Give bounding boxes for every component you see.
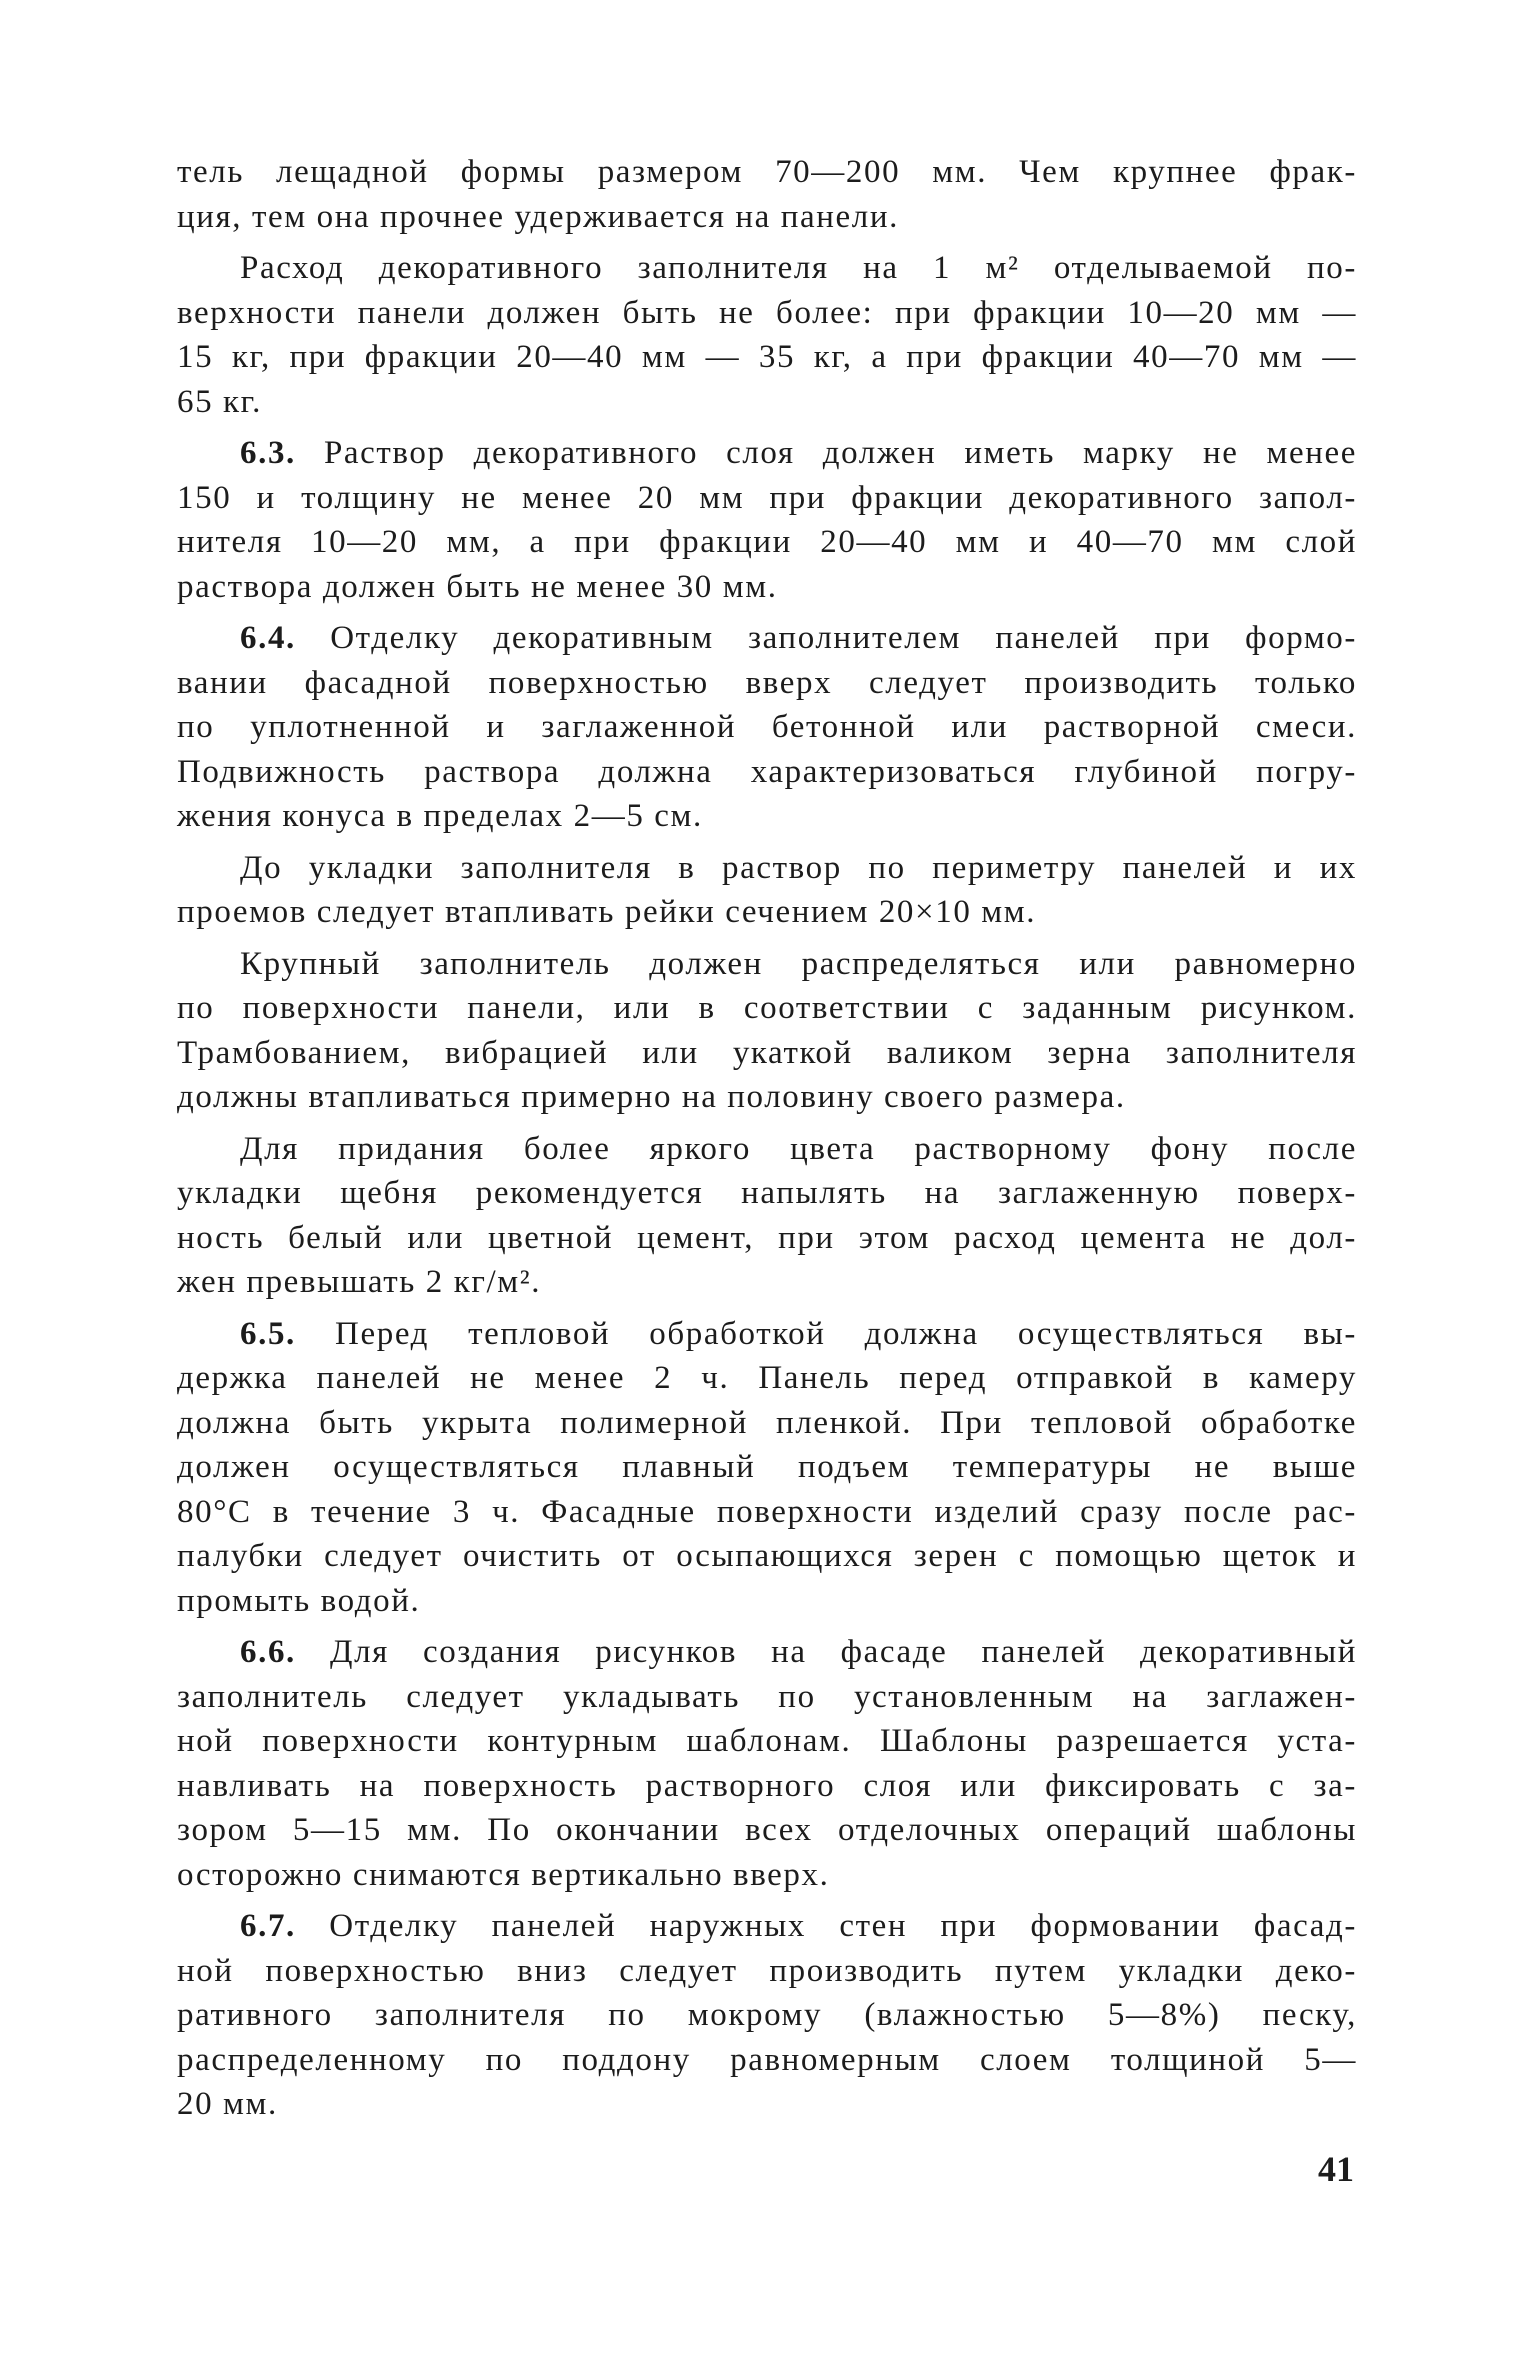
text-line <box>177 890 1357 935</box>
text-line <box>177 1853 1357 1898</box>
line-text: 80°С в течение 3 ч. Фасадные поверхности изделий сразу после рас- <box>177 1493 1357 1530</box>
text-line <box>177 1764 1357 1809</box>
line-text: должны втапливаться примерно на половину своего размера. <box>177 1079 1126 1115</box>
text-line <box>177 476 1357 521</box>
section-number: 6.5. <box>240 1315 296 1352</box>
text-line <box>177 2082 1357 2127</box>
page-number: 41 <box>1318 2149 1354 2189</box>
line-text: Для создания рисунков на фасаде панелей декоративный <box>329 1634 1358 1670</box>
section-number: 6.3. <box>240 435 296 471</box>
text-line <box>177 750 1357 795</box>
paragraph <box>177 150 1357 239</box>
line-text: должен осуществляться плавный подъем температуры не выше <box>177 1449 1357 1485</box>
line-text: Раствор декоративного слоя должен иметь марку не менее <box>323 435 1357 471</box>
line-text: Подвижность раствора должна характеризоваться глубиной погру- <box>177 753 1357 790</box>
line-text: палубки следует очистить от осыпающихся зерен с помощью щеток и <box>177 1538 1357 1574</box>
line-text: 15 кг, при фракции 20—40 мм — 35 кг, а при фракции 40—70 мм — <box>177 339 1357 375</box>
section-number: 6.4. <box>240 620 296 656</box>
line-text: 20 мм. <box>177 2086 278 2122</box>
text-line <box>177 1630 1357 1675</box>
line-text: Перед тепловой обработкой должна осуществляться вы- <box>335 1315 1357 1352</box>
line-text: по уплотненной и заглаженной бетонной или растворной смеси. <box>177 709 1357 745</box>
line-text: Расход декоративного заполнителя на 1 м² отделываемой по- <box>240 250 1357 286</box>
text-line <box>177 1356 1357 1401</box>
line-text: ность белый или цветной цемент, при этом расход цемента не дол- <box>177 1219 1357 1256</box>
line-text: по поверхности панели, или в соответствии с заданным рисунком. <box>177 990 1357 1026</box>
line-text: ция, тем она прочнее удерживается на панели. <box>177 198 899 235</box>
text-line <box>177 794 1357 839</box>
text-line <box>177 846 1357 891</box>
line-text: Отделку панелей наружных стен при формовании фасад- <box>329 1908 1357 1944</box>
text-line <box>177 1993 1357 2038</box>
text-line <box>177 1808 1357 1853</box>
text-line <box>177 195 1357 240</box>
text-line <box>177 1579 1357 1624</box>
text-line <box>177 380 1357 425</box>
line-text: раствора должен быть не менее 30 мм. <box>177 568 778 605</box>
text-line <box>177 1171 1357 1216</box>
text-line <box>177 335 1357 380</box>
paragraph <box>177 942 1357 1120</box>
line-text: верхности панели должен быть не более: при фракции 10—20 мм — <box>177 294 1357 331</box>
line-text: 65 кг. <box>177 383 262 420</box>
line-text: вании фасадной поверхностью вверх следует производить только <box>177 664 1357 701</box>
line-text: держка панелей не менее 2 ч. Панель перед отправкой в камеру <box>177 1360 1357 1396</box>
section-6-6 <box>177 1630 1357 1897</box>
text-line <box>177 520 1357 565</box>
line-text: распределенному по поддону равномерным слоем толщиной 5— <box>177 2041 1357 2078</box>
text-line <box>177 1904 1357 1949</box>
text-line <box>177 1949 1357 1994</box>
paragraph <box>177 1127 1357 1305</box>
text-line <box>177 1675 1357 1720</box>
text-line <box>177 1260 1357 1305</box>
text-line <box>177 986 1357 1031</box>
text-line <box>177 1534 1357 1579</box>
line-text: жен превышать 2 кг/м². <box>177 1264 542 1300</box>
text-line <box>177 1031 1357 1076</box>
line-text: Отделку декоративным заполнителем панелей при формо- <box>330 620 1357 656</box>
line-text: проемов следует втапливать рейки сечением 20×10 мм. <box>177 894 1037 930</box>
section-number: 6.7. <box>240 1908 296 1944</box>
text-line <box>177 1216 1357 1261</box>
text-line <box>177 1075 1357 1120</box>
line-text: Трамбованием, вибрацией или укаткой валиком зерна заполнителя <box>177 1034 1357 1071</box>
text-line <box>177 291 1357 336</box>
paragraph <box>177 846 1357 935</box>
document-body <box>177 150 1357 2134</box>
paragraph <box>177 246 1357 424</box>
section-6-7 <box>177 1904 1357 2127</box>
line-text: До укладки заполнителя в раствор по периметру панелей и их <box>240 849 1357 886</box>
section-6-4 <box>177 616 1357 839</box>
text-line <box>177 705 1357 750</box>
text-line <box>177 150 1357 195</box>
line-text: ной поверхностью вниз следует производить путем укладки деко- <box>177 1952 1357 1989</box>
text-line <box>177 246 1357 291</box>
text-line <box>177 1445 1357 1490</box>
section-6-5 <box>177 1312 1357 1624</box>
text-line <box>177 661 1357 706</box>
text-line <box>177 1401 1357 1446</box>
text-line <box>177 431 1357 476</box>
line-text: заполнитель следует укладывать по установленным на заглажен- <box>177 1678 1357 1715</box>
section-6-3 <box>177 431 1357 609</box>
line-text: осторожно снимаются вертикально вверх. <box>177 1856 830 1893</box>
text-line <box>177 1490 1357 1535</box>
line-text: Крупный заполнитель должен распределяться или равномерно <box>240 945 1357 982</box>
line-text: ративного заполнителя по мокрому (влажностью 5—8%) песку, <box>177 1997 1357 2033</box>
line-text: 150 и толщину не менее 20 мм при фракции декоративного запол- <box>177 479 1357 516</box>
line-text: тель лещадной формы размером 70—200 мм. Чем крупнее фрак- <box>177 154 1357 190</box>
line-text: жения конуса в пределах 2—5 см. <box>177 798 703 834</box>
line-text: навливать на поверхность растворного слоя или фиксировать с за- <box>177 1767 1357 1804</box>
line-text: Для придания более яркого цвета растворному фону после <box>240 1130 1357 1167</box>
line-text: зором 5—15 мм. По окончании всех отделочных операций шаблоны <box>177 1812 1357 1848</box>
line-text: укладки щебня рекомендуется напылять на заглаженную поверх- <box>177 1175 1357 1211</box>
line-text: нителя 10—20 мм, а при фракции 20—40 мм и 40—70 мм слой <box>177 524 1357 560</box>
section-number: 6.6. <box>240 1634 296 1670</box>
text-line <box>177 565 1357 610</box>
line-text: промыть водой. <box>177 1582 421 1619</box>
text-line <box>177 616 1357 661</box>
text-line <box>177 1312 1357 1357</box>
text-line <box>177 1719 1357 1764</box>
text-line <box>177 942 1357 987</box>
text-line <box>177 2038 1357 2083</box>
text-line <box>177 1127 1357 1172</box>
line-text: должна быть укрыта полимерной пленкой. При тепловой обработке <box>177 1404 1357 1441</box>
line-text: ной поверхности контурным шаблонам. Шаблоны разрешается уста- <box>177 1723 1357 1759</box>
